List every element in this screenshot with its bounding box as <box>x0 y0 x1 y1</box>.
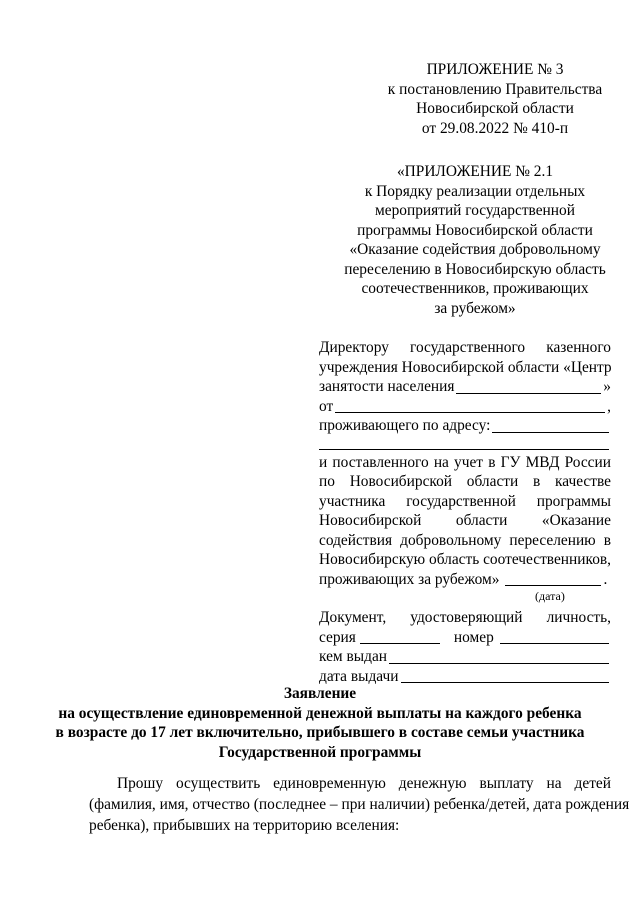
employment-center-label: занятости населения <box>319 378 455 395</box>
appendix2-line: за рубежом» <box>434 299 516 317</box>
appendix2-line: «Оказание содействия добровольному <box>349 241 601 258</box>
appendix-line: к постановлению Правительства <box>387 80 603 98</box>
registration-line: содействия добровольному переселению в <box>319 531 611 549</box>
employment-center-row <box>319 377 611 397</box>
quote-end: » <box>603 378 611 395</box>
body-paragraph <box>89 773 630 836</box>
appendix2-line: переселению в Новосибирскую область <box>344 260 606 278</box>
employment-center-field[interactable] <box>456 380 601 394</box>
appendix-line: ПРИЛОЖЕНИЕ № 3 <box>426 61 564 78</box>
appendix2-line: «ПРИЛОЖЕНИЕ № 2.1 <box>396 163 554 180</box>
addressee-line: учреждения Новосибирской области «Центр <box>319 358 612 376</box>
applicant-name-field[interactable] <box>335 399 605 413</box>
statement-title: Заявление <box>283 685 357 702</box>
address-label: проживающего по адресу: <box>319 417 491 434</box>
date-caption: (дата) <box>535 589 565 603</box>
comma: , <box>607 397 611 415</box>
registration-line: и поставленного на учет в ГУ МВД России <box>319 453 611 471</box>
appendix-header <box>380 60 610 138</box>
statement-subtitle-line: Государственной программы <box>218 743 422 761</box>
issue-date-label: дата выдачи <box>319 667 399 685</box>
issued-by-label: кем выдан <box>319 648 388 665</box>
appendix2-line: к Порядку реализации отдельных <box>364 182 586 200</box>
addressee-block <box>319 338 611 686</box>
body-line: Прошу осуществить единовременную денежную выплату на детей <box>117 775 611 792</box>
appendix2-line: программы Новосибирской области <box>357 221 593 239</box>
registration-line: Новосибирскую область соотечественников, <box>319 551 612 568</box>
from-row <box>319 397 611 417</box>
statement-heading <box>40 684 600 762</box>
series-label: серия <box>319 628 356 646</box>
appendix2-line: соотечественников, проживающих <box>361 280 589 297</box>
period: . <box>603 570 608 588</box>
statement-subtitle-line: в возрасте до 17 лет включительно, прибывшего в составе семьи участника <box>55 724 585 741</box>
identity-document-line: Документ, удостоверяющий личность, <box>319 609 611 626</box>
issued-by-field[interactable] <box>389 650 609 664</box>
address-field-2[interactable] <box>319 436 609 450</box>
registration-line: участника государственной программы <box>319 492 611 510</box>
appendix-2-1-header <box>335 162 615 318</box>
registration-date-field[interactable] <box>505 572 601 586</box>
registration-line: Новосибирской области «Оказание <box>319 512 611 529</box>
statement-subtitle-line: на осуществление единовременной денежной выплаты на каждого ребенка <box>58 704 582 722</box>
appendix2-line: мероприятий государственной <box>375 202 575 219</box>
body-line: (фамилия, имя, отчество (последнее – при наличии) ребенка/детей, дата рождения <box>89 796 630 813</box>
number-label: номер <box>453 628 494 646</box>
appendix-line: Новосибирской области <box>416 100 574 117</box>
address-field[interactable] <box>492 419 609 433</box>
registration-last-line: проживающих за рубежом» <box>319 570 500 588</box>
from-label: от <box>319 397 334 415</box>
series-number-row <box>319 628 611 648</box>
issued-by-row <box>319 647 611 667</box>
addressee-line: Директору государственного казенного <box>319 339 611 356</box>
address-row <box>319 416 611 436</box>
number-field[interactable] <box>500 630 609 644</box>
address-row-2 <box>319 436 611 453</box>
registration-line: по Новосибирской области в качестве <box>319 473 611 490</box>
issue-date-field[interactable] <box>401 669 610 683</box>
registration-date-row <box>319 570 611 590</box>
body-line: ребенка), прибывших на территорию вселения: <box>89 817 400 834</box>
series-field[interactable] <box>360 630 440 644</box>
appendix-line: от 29.08.2022 № 410-п <box>421 119 569 137</box>
